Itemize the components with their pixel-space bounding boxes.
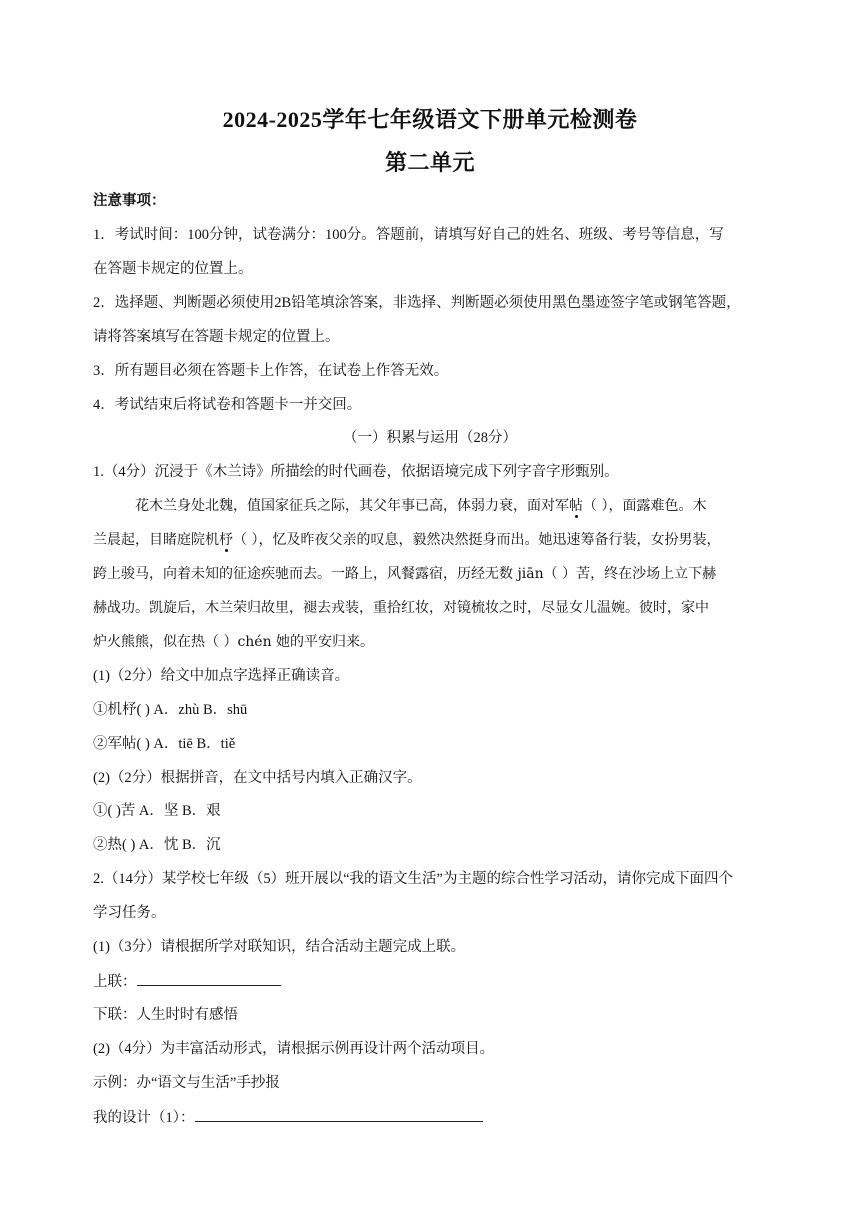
passage-line-4: 赫战功。凯旋后，木兰荣归故里，褪去戎装，重拾红妆，对镜梳妆之时，尽显女儿温婉。彼时，家中 xyxy=(93,600,709,616)
upper-couplet-blank[interactable] xyxy=(137,971,281,986)
notes-heading: 注意事项： xyxy=(93,193,166,209)
design-1-label: 我的设计（1）： xyxy=(93,1110,195,1126)
dotted-character: 杼 xyxy=(219,532,233,548)
passage-line-5: 炉火熊熊，似在热（ ）chén 她的平安归来。 xyxy=(93,634,375,650)
passage-text: （ ），面露难色。木 xyxy=(583,498,707,514)
note-1-line-2: 在答题卡规定的位置上。 xyxy=(93,261,253,277)
passage-text: 花木兰身处北魏，值国家征兵之际，其父年事已高，体弱力衰，面对军 xyxy=(135,498,569,514)
question-1-sub-1: (1)（2分）给文中加点字选择正确读音。 xyxy=(93,668,350,684)
question-2-sub-2: (2)（4分）为丰富活动形式，请根据示例再设计两个活动项目。 xyxy=(93,1041,495,1057)
question-2-stem-line-1: 2.（14分）某学校七年级（5）班开展以“我的语文生活”为主题的综合性学习活动，请你完成下面四个 xyxy=(93,871,733,887)
note-4: 4．考试结束后将试卷和答题卡一并交回。 xyxy=(93,397,362,413)
passage-text: （ ），忆及昨夜父亲的叹息，毅然决然挺身而出。她迅速筹备行装，女扮男装， xyxy=(233,532,721,548)
activity-example: 示例：办“语文与生活”手抄报 xyxy=(93,1075,280,1091)
upper-couplet-label: 上联： xyxy=(93,974,137,990)
design-1-blank[interactable] xyxy=(195,1107,483,1122)
question-2-sub-1: (1)（3分）请根据所学对联知识，结合活动主题完成上联。 xyxy=(93,939,466,955)
passage-line-2 xyxy=(93,530,773,550)
upper-couplet-row xyxy=(93,971,773,992)
dotted-character: 帖 xyxy=(569,498,583,514)
passage-line-3: 跨上骏马，向着未知的征途疾驰而去。一路上，风餐露宿，历经无数 jiān（ ）苦，终在沙场上立下赫 xyxy=(93,566,717,582)
passage-line-1 xyxy=(135,496,815,516)
section-1-heading: （一）积累与运用（28分） xyxy=(343,430,517,446)
note-1-line-1: 1．考试时间：100分钟，试卷满分：100分。答题前，请填写好自己的姓名、班级、考号等信息，写 xyxy=(93,227,724,243)
unit-subtitle: 第二单元 xyxy=(384,150,475,175)
exam-title: 2024-2025学年七年级语文下册单元检测卷 xyxy=(222,107,638,132)
question-2-stem-line-2: 学习任务。 xyxy=(93,905,166,921)
note-3: 3．所有题目必须在答题卡上作答，在试卷上作答无效。 xyxy=(93,363,449,379)
question-1-stem: 1.（4分）沉浸于《木兰诗》所描绘的时代画卷，依据语境完成下列字音字形甄别。 xyxy=(93,464,619,480)
question-1-sub-2-option-b: ②热( ) A．忱 B．沉 xyxy=(93,837,221,853)
design-1-row xyxy=(93,1107,773,1128)
note-2-line-2: 请将答案填写在答题卡规定的位置上。 xyxy=(93,329,340,345)
question-1-sub-1-option-a: ①机杼( ) A．zhù B．shū xyxy=(93,702,248,718)
note-2-line-1: 2．选择题、判断题必须使用2B铅笔填涂答案，非选择、判断题必须使用黑色墨迹签字笔或钢笔答题， xyxy=(93,295,741,311)
lower-couplet: 下联：人生时时有感悟 xyxy=(93,1007,238,1023)
question-1-sub-2-option-a: ①( )苦 A．坚 B．艰 xyxy=(93,803,221,819)
passage-text: 兰晨起，目睹庭院机 xyxy=(93,532,219,548)
question-1-sub-2: (2)（2分）根据拼音，在文中括号内填入正确汉字。 xyxy=(93,770,422,786)
question-1-sub-1-option-b: ②军帖( ) A．tiē B．tiě xyxy=(93,736,236,752)
